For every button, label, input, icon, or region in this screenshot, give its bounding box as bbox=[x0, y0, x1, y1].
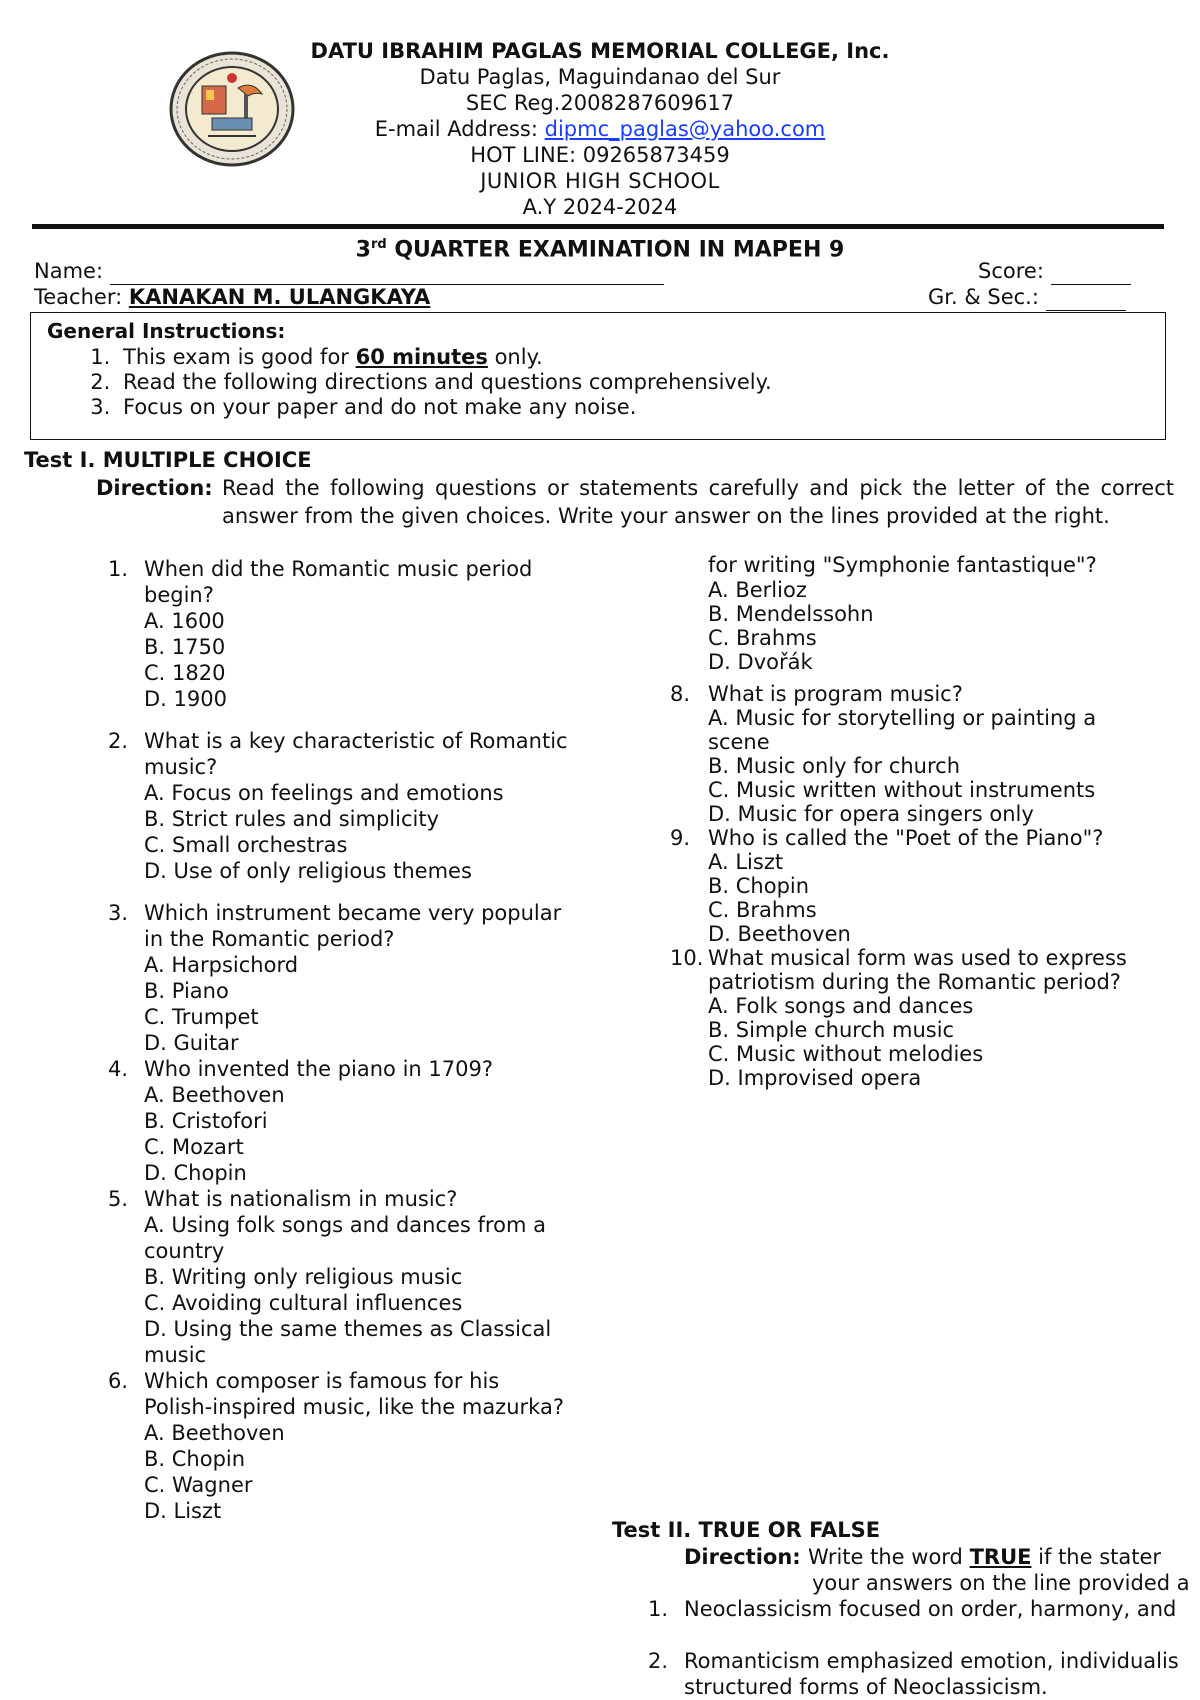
answer-choice: B. Simple church music bbox=[708, 1018, 955, 1042]
instructions-heading: General Instructions: bbox=[47, 319, 286, 343]
direction-label: Direction: bbox=[96, 476, 213, 500]
question-number: 10. bbox=[670, 946, 704, 970]
answer-choice: C. Mozart bbox=[144, 1135, 244, 1159]
time-limit: 60 minutes bbox=[355, 345, 488, 369]
question-text: Who invented the piano in 1709? bbox=[144, 1057, 493, 1081]
department bbox=[0, 168, 1200, 194]
question-text: Who is called the "Poet of the Piano"? bbox=[708, 826, 1104, 850]
answer-choice: D. Liszt bbox=[144, 1499, 222, 1523]
answer-choice: C. Small orchestras bbox=[144, 833, 348, 857]
email-label: E-mail Address: bbox=[374, 117, 545, 141]
question-item bbox=[108, 556, 568, 712]
title-number: 3 bbox=[355, 237, 371, 263]
question-7-text: for writing "Symphonie fantastique"? bbox=[708, 553, 1097, 577]
title-text: QUARTER EXAMINATION IN MAPEH 9 bbox=[386, 237, 845, 263]
question-item bbox=[108, 900, 568, 1056]
answer-choice: A. Berlioz bbox=[708, 578, 807, 602]
tf-text: Romanticism emphasized emotion, individualis bbox=[684, 1649, 1179, 1673]
answer-choice: A. Folk songs and dances bbox=[708, 994, 974, 1018]
sec-registration: SEC Reg.2008287609617 bbox=[465, 91, 735, 115]
question-text: Which composer is famous for his Polish-inspired music, like the mazurka? bbox=[144, 1369, 564, 1419]
question-number: 9. bbox=[670, 826, 691, 850]
direction-text: Write the word bbox=[808, 1545, 970, 1569]
title-suffix: rd bbox=[370, 237, 387, 252]
questions-right-column bbox=[670, 682, 1160, 1090]
answer-choice: D. 1900 bbox=[144, 687, 227, 711]
answer-choice: A. 1600 bbox=[144, 609, 225, 633]
answer-choice: D. Chopin bbox=[144, 1161, 247, 1185]
question-text: What is a key characteristic of Romantic music? bbox=[144, 729, 568, 779]
answer-choice: C. Music without melodies bbox=[708, 1042, 984, 1066]
answer-choice: C. Wagner bbox=[144, 1473, 253, 1497]
academic-year: A.Y 2024-2024 bbox=[522, 195, 678, 219]
question-number: 4. bbox=[108, 1057, 129, 1081]
true-keyword: TRUE bbox=[969, 1545, 1032, 1569]
answer-choice: D. Use of only religious themes bbox=[144, 859, 472, 883]
question-item bbox=[670, 826, 1160, 946]
direction-label: Direction: bbox=[684, 1545, 809, 1569]
email-link[interactable]: dipmc_paglas@yahoo.com bbox=[544, 117, 826, 141]
question-text: Which instrument became very popular in the Romantic period? bbox=[144, 901, 562, 951]
answer-choice: C. Brahms bbox=[708, 898, 817, 922]
question-number: 1. bbox=[108, 557, 129, 581]
answer-choice: B. Chopin bbox=[144, 1447, 246, 1471]
question-text: What is nationalism in music? bbox=[144, 1187, 458, 1211]
grade-section-field bbox=[928, 284, 1126, 311]
score-field bbox=[978, 258, 1131, 285]
test1-direction bbox=[96, 474, 1174, 540]
answer-choice: B. Writing only religious music bbox=[144, 1265, 463, 1289]
grade-section-label: Gr. & Sec.: bbox=[928, 285, 1046, 309]
answer-choice: C. Music written without instruments bbox=[708, 778, 1096, 802]
answer-choice: D. Using the same themes as Classical music bbox=[144, 1317, 552, 1367]
answer-choice: A. Harpsichord bbox=[144, 953, 299, 977]
school-address: Datu Paglas, Maguindanao del Sur bbox=[419, 65, 781, 89]
name-field bbox=[34, 258, 664, 285]
instruction-text: only. bbox=[487, 345, 543, 369]
question-7-continuation bbox=[708, 552, 1168, 674]
answer-choice: C. Avoiding cultural influences bbox=[144, 1291, 463, 1315]
question-number: 3. bbox=[108, 901, 129, 925]
question-item bbox=[670, 946, 1160, 1090]
direction-text: if the stater bbox=[1031, 1545, 1162, 1569]
answer-choice: B. Mendelssohn bbox=[708, 602, 874, 626]
teacher-field bbox=[34, 284, 430, 310]
question-item bbox=[670, 682, 1160, 826]
teacher-label: Teacher: bbox=[34, 285, 129, 309]
instruction-text: This exam is good for bbox=[123, 345, 356, 369]
answer-choice: B. Chopin bbox=[708, 874, 810, 898]
answer-choice: B. 1750 bbox=[144, 635, 226, 659]
question-item bbox=[108, 1186, 568, 1368]
hotline: HOT LINE: 09265873459 bbox=[470, 143, 730, 167]
question-text: What is program music? bbox=[708, 682, 963, 706]
test2-direction bbox=[684, 1544, 1200, 1596]
instruction-item bbox=[117, 345, 772, 370]
email-line bbox=[0, 116, 1200, 142]
question-number: 5. bbox=[108, 1187, 129, 1211]
name-label: Name: bbox=[34, 259, 110, 283]
question-text: What musical form was used to express patriotism during the Romantic period? bbox=[708, 946, 1127, 994]
question-item bbox=[108, 1056, 568, 1186]
questions-left-column bbox=[108, 556, 568, 1524]
question-number: 6. bbox=[108, 1369, 129, 1393]
department-label: JUNIOR HIGH SCHOOL bbox=[480, 169, 720, 193]
answer-choice: D. Music for opera singers only bbox=[708, 802, 1034, 826]
header-divider bbox=[32, 224, 1164, 229]
answer-choice: B. Cristofori bbox=[144, 1109, 268, 1133]
answer-choice: D. Guitar bbox=[144, 1031, 239, 1055]
answer-choice: A. Beethoven bbox=[144, 1421, 285, 1445]
question-item bbox=[108, 1368, 568, 1524]
direction-text-cont: your answers on the line provided a bbox=[812, 1571, 1190, 1595]
answer-choice: A. Focus on feelings and emotions bbox=[144, 781, 504, 805]
instruction-item: 3. Focus on your paper and do not make any noise. bbox=[117, 395, 772, 420]
school-name: DATU IBRAHIM PAGLAS MEMORIAL COLLEGE, Inc. bbox=[310, 39, 890, 63]
test1-title: Test I. MULTIPLE CHOICE bbox=[24, 448, 312, 472]
tf-item-cont bbox=[648, 1674, 1200, 1700]
answer-choice: B. Music only for church bbox=[708, 754, 961, 778]
question-7-choices bbox=[708, 578, 1168, 674]
answer-choice: A. Using folk songs and dances from a country bbox=[144, 1213, 546, 1263]
test2-title: Test II. TRUE OR FALSE bbox=[612, 1518, 881, 1542]
direction-text: Read the following questions or statements carefully and pick the letter of the correct answer from the given choices. Write your answer on the lines provided at the right. bbox=[222, 476, 1174, 528]
tf-item bbox=[648, 1648, 1200, 1674]
answer-choice: A. Beethoven bbox=[144, 1083, 285, 1107]
instructions-list bbox=[83, 345, 772, 420]
answer-choice: C. Trumpet bbox=[144, 1005, 259, 1029]
general-instructions-box bbox=[30, 312, 1166, 440]
instruction-item: 2. Read the following directions and questions comprehensively. bbox=[117, 370, 772, 395]
answer-choice: D. Beethoven bbox=[708, 922, 851, 946]
answer-choice: C. Brahms bbox=[708, 626, 817, 650]
answer-choice: A. Liszt bbox=[708, 850, 784, 874]
score-blank[interactable] bbox=[1051, 258, 1131, 285]
tf-text-cont: structured forms of Neoclassicism. bbox=[684, 1675, 1048, 1699]
tf-number: 2. bbox=[648, 1649, 669, 1673]
score-label: Score: bbox=[978, 259, 1051, 283]
question-number: 8. bbox=[670, 682, 691, 706]
name-blank[interactable] bbox=[110, 258, 664, 285]
answer-choice: B. Strict rules and simplicity bbox=[144, 807, 440, 831]
tf-text: Neoclassicism focused on order, harmony, and bbox=[684, 1597, 1177, 1621]
question-text: When did the Romantic music period begin? bbox=[144, 557, 533, 607]
answer-choice: C. 1820 bbox=[144, 661, 226, 685]
answer-choice: D. Dvořák bbox=[708, 650, 813, 674]
answer-choice: D. Improvised opera bbox=[708, 1066, 922, 1090]
grade-section-blank[interactable] bbox=[1046, 284, 1126, 311]
teacher-name: KANAKAN M. ULANGKAYA bbox=[128, 285, 431, 309]
question-number: 2. bbox=[108, 729, 129, 753]
tf-item bbox=[648, 1596, 1200, 1622]
answer-choice: A. Music for storytelling or painting a scene bbox=[708, 706, 1097, 754]
tf-number: 1. bbox=[648, 1597, 669, 1621]
answer-choice: B. Piano bbox=[144, 979, 229, 1003]
question-item bbox=[108, 728, 568, 884]
